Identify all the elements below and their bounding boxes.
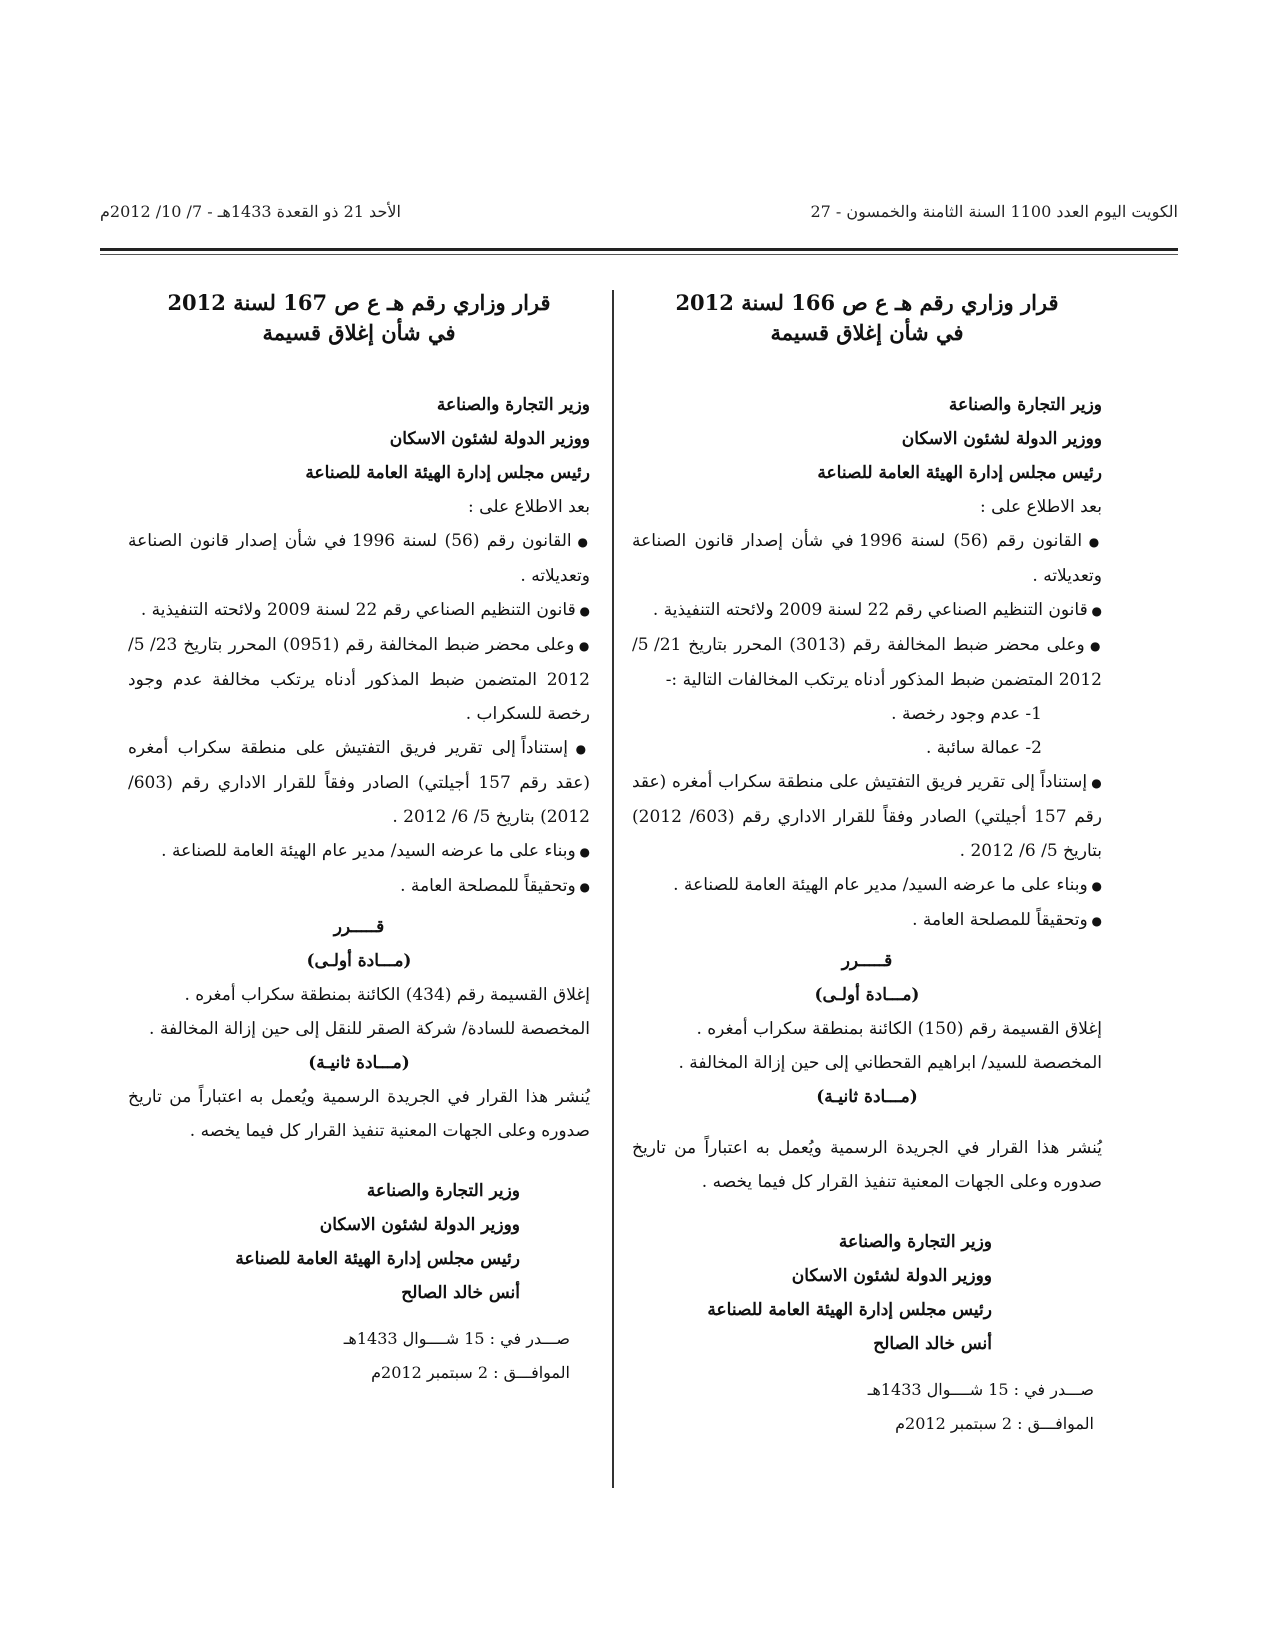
bullet-item: ● وعلى محضر ضبط المخالفة رقم (0951) المحرر بتاريخ 23/ 5/ 2012 المتضمن ضبط المذكور أدناه يرتكب مخالفة عدم وجود رخصة للسكراب . (128, 628, 590, 731)
preamble: بعد الاطلاع على : (980, 497, 1102, 517)
bullet-item: ● وبناء على ما عرضه السيد/ مدير عام الهيئة العامة للصناعة . (128, 834, 590, 869)
bullet-item: ● القانون رقم (56) لسنة 1996 في شأن إصدار قانون الصناعة وتعديلاته . (632, 524, 1102, 593)
authority-line: وزير التجارة والصناعة (436, 395, 590, 415)
signatory-name: أنس خالد الصالح (401, 1283, 520, 1303)
violation-item: 1- عدم وجود رخصة . (891, 704, 1042, 724)
article-2-heading: (مـــادة ثانيـة) (308, 1053, 410, 1073)
signatory-name: أنس خالد الصالح (873, 1334, 992, 1354)
dates-block (632, 1373, 1102, 1441)
bullet-item: ● قانون التنظيم الصناعي رقم 22 لسنة 2009 ولائحته التنفيذية . (128, 593, 590, 628)
signature-line: ووزير الدولة لشئون الاسكان (319, 1215, 520, 1235)
page-header (100, 202, 1178, 232)
decree-column-right (632, 288, 1102, 1441)
authority-line: رئيس مجلس إدارة الهيئة العامة للصناعة (305, 463, 590, 483)
preamble: بعد الاطلاع على : (468, 497, 590, 517)
corresponding-date: الموافـــق : 2 سبتمبر 2012م (895, 1414, 1094, 1433)
bullet-item: ● القانون رقم (56) لسنة 1996 في شأن إصدار قانون الصناعة وتعديلاته . (128, 524, 590, 593)
issued-date: صـــدر في : 15 شــــوال 1433هـ (343, 1329, 570, 1348)
article-1-heading: (مـــادة أولـى) (306, 951, 412, 971)
header-issue-info: الكويت اليوم العدد 1100 السنة الثامنة والخمسون - 27 (810, 202, 1178, 221)
bullet-item: ● وتحقيقاً للمصلحة العامة . (128, 869, 590, 904)
violation-item: 2- عمالة سائبة . (925, 738, 1042, 758)
article-2-text (632, 1131, 1102, 1199)
column-divider (612, 290, 614, 1488)
bullet-item: ● إستناداً إلى تقرير فريق التفتيش على منطقة سكراب أمغره (عقد رقم 157 أجيلتي) الصادر وفقاً للقرار الاداري رقم (603/ 2012) بتاريخ 5/ 6/ 2012 . (632, 765, 1102, 868)
article-1-line: إغلاق القسيمة رقم (150) الكائنة بمنطقة سكراب أمغره . (696, 1019, 1102, 1039)
authority-line: ووزير الدولة لشئون الاسكان (901, 429, 1102, 449)
signature-line: وزير التجارة والصناعة (366, 1181, 520, 1201)
bullet-item: ● وبناء على ما عرضه السيد/ مدير عام الهيئة العامة للصناعة . (632, 868, 1102, 903)
signature-line: رئيس مجلس إدارة الهيئة العامة للصناعة (235, 1249, 520, 1269)
decided-heading: قـــــرر (333, 917, 385, 937)
bullet-item: ● قانون التنظيم الصناعي رقم 22 لسنة 2009 ولائحته التنفيذية . (632, 593, 1102, 628)
signature-block (632, 1225, 1102, 1361)
article-1-heading: (مـــادة أولـى) (814, 985, 920, 1005)
corresponding-date: الموافـــق : 2 سبتمبر 2012م (371, 1363, 570, 1382)
issued-date: صـــدر في : 15 شــــوال 1433هـ (867, 1380, 1094, 1399)
header-divider (100, 248, 1178, 255)
article-1-line: المخصصة للسيد/ ابراهيم القحطاني إلى حين إزالة المخالفة . (678, 1053, 1102, 1073)
signature-line: وزير التجارة والصناعة (838, 1232, 992, 1252)
signature-line: ووزير الدولة لشئون الاسكان (791, 1266, 992, 1286)
authority-line: وزير التجارة والصناعة (948, 395, 1102, 415)
article-2-heading: (مـــادة ثانيـة) (816, 1087, 918, 1107)
article-1-line: إغلاق القسيمة رقم (434) الكائنة بمنطقة سكراب أمغره . (184, 985, 590, 1005)
article-1-line: المخصصة للسادة/ شركة الصقر للنقل إلى حين إزالة المخالفة . (149, 1019, 590, 1039)
decree-title: قرار وزاري رقم هـ ع ص 167 لسنة 2012 (167, 290, 551, 315)
article-2-text: يُنشر هذا القرار في الجريدة الرسمية ويُعمل به اعتباراً من تاريخ صدوره وعلى الجهات المعنية تنفيذ القرار كل فيما يخصه . (128, 1087, 590, 1141)
authority-line: رئيس مجلس إدارة الهيئة العامة للصناعة (817, 463, 1102, 483)
dates-block (128, 1322, 590, 1390)
decree-title: قرار وزاري رقم هـ ع ص 166 لسنة 2012 (675, 290, 1059, 315)
header-date: الأحد 21 ذو القعدة 1433هـ - 7/ 10/ 2012م (100, 202, 401, 221)
decree-subtitle: في شأن إغلاق قسيمة (262, 320, 456, 345)
signature-line: رئيس مجلس إدارة الهيئة العامة للصناعة (707, 1300, 992, 1320)
bullet-item: ● وعلى محضر ضبط المخالفة رقم (3013) المحرر بتاريخ 21/ 5/ 2012 المتضمن ضبط المذكور أدناه يرتكب المخالفات التالية :- (632, 628, 1102, 697)
article-2-body: يُنشر هذا القرار في الجريدة الرسمية ويُعمل به اعتباراً من تاريخ صدوره وعلى الجهات المعنية تنفيذ القرار كل فيما يخصه . (632, 1138, 1102, 1192)
bullet-item: ● وتحقيقاً للمصلحة العامة . (632, 903, 1102, 938)
authority-line: ووزير الدولة لشئون الاسكان (389, 429, 590, 449)
bullet-item: ● إستناداً إلى تقرير فريق التفتيش على منطقة سكراب أمغره (عقد رقم 157 أجيلتي) الصادر وفقاً للقرار الاداري رقم (603/ 2012) بتاريخ 5/ 6/ 2012 . (128, 731, 590, 834)
decided-heading: قـــــرر (841, 951, 893, 971)
decree-subtitle: في شأن إغلاق قسيمة (770, 320, 964, 345)
decree-column-left (128, 288, 590, 1390)
signature-block (128, 1174, 590, 1310)
